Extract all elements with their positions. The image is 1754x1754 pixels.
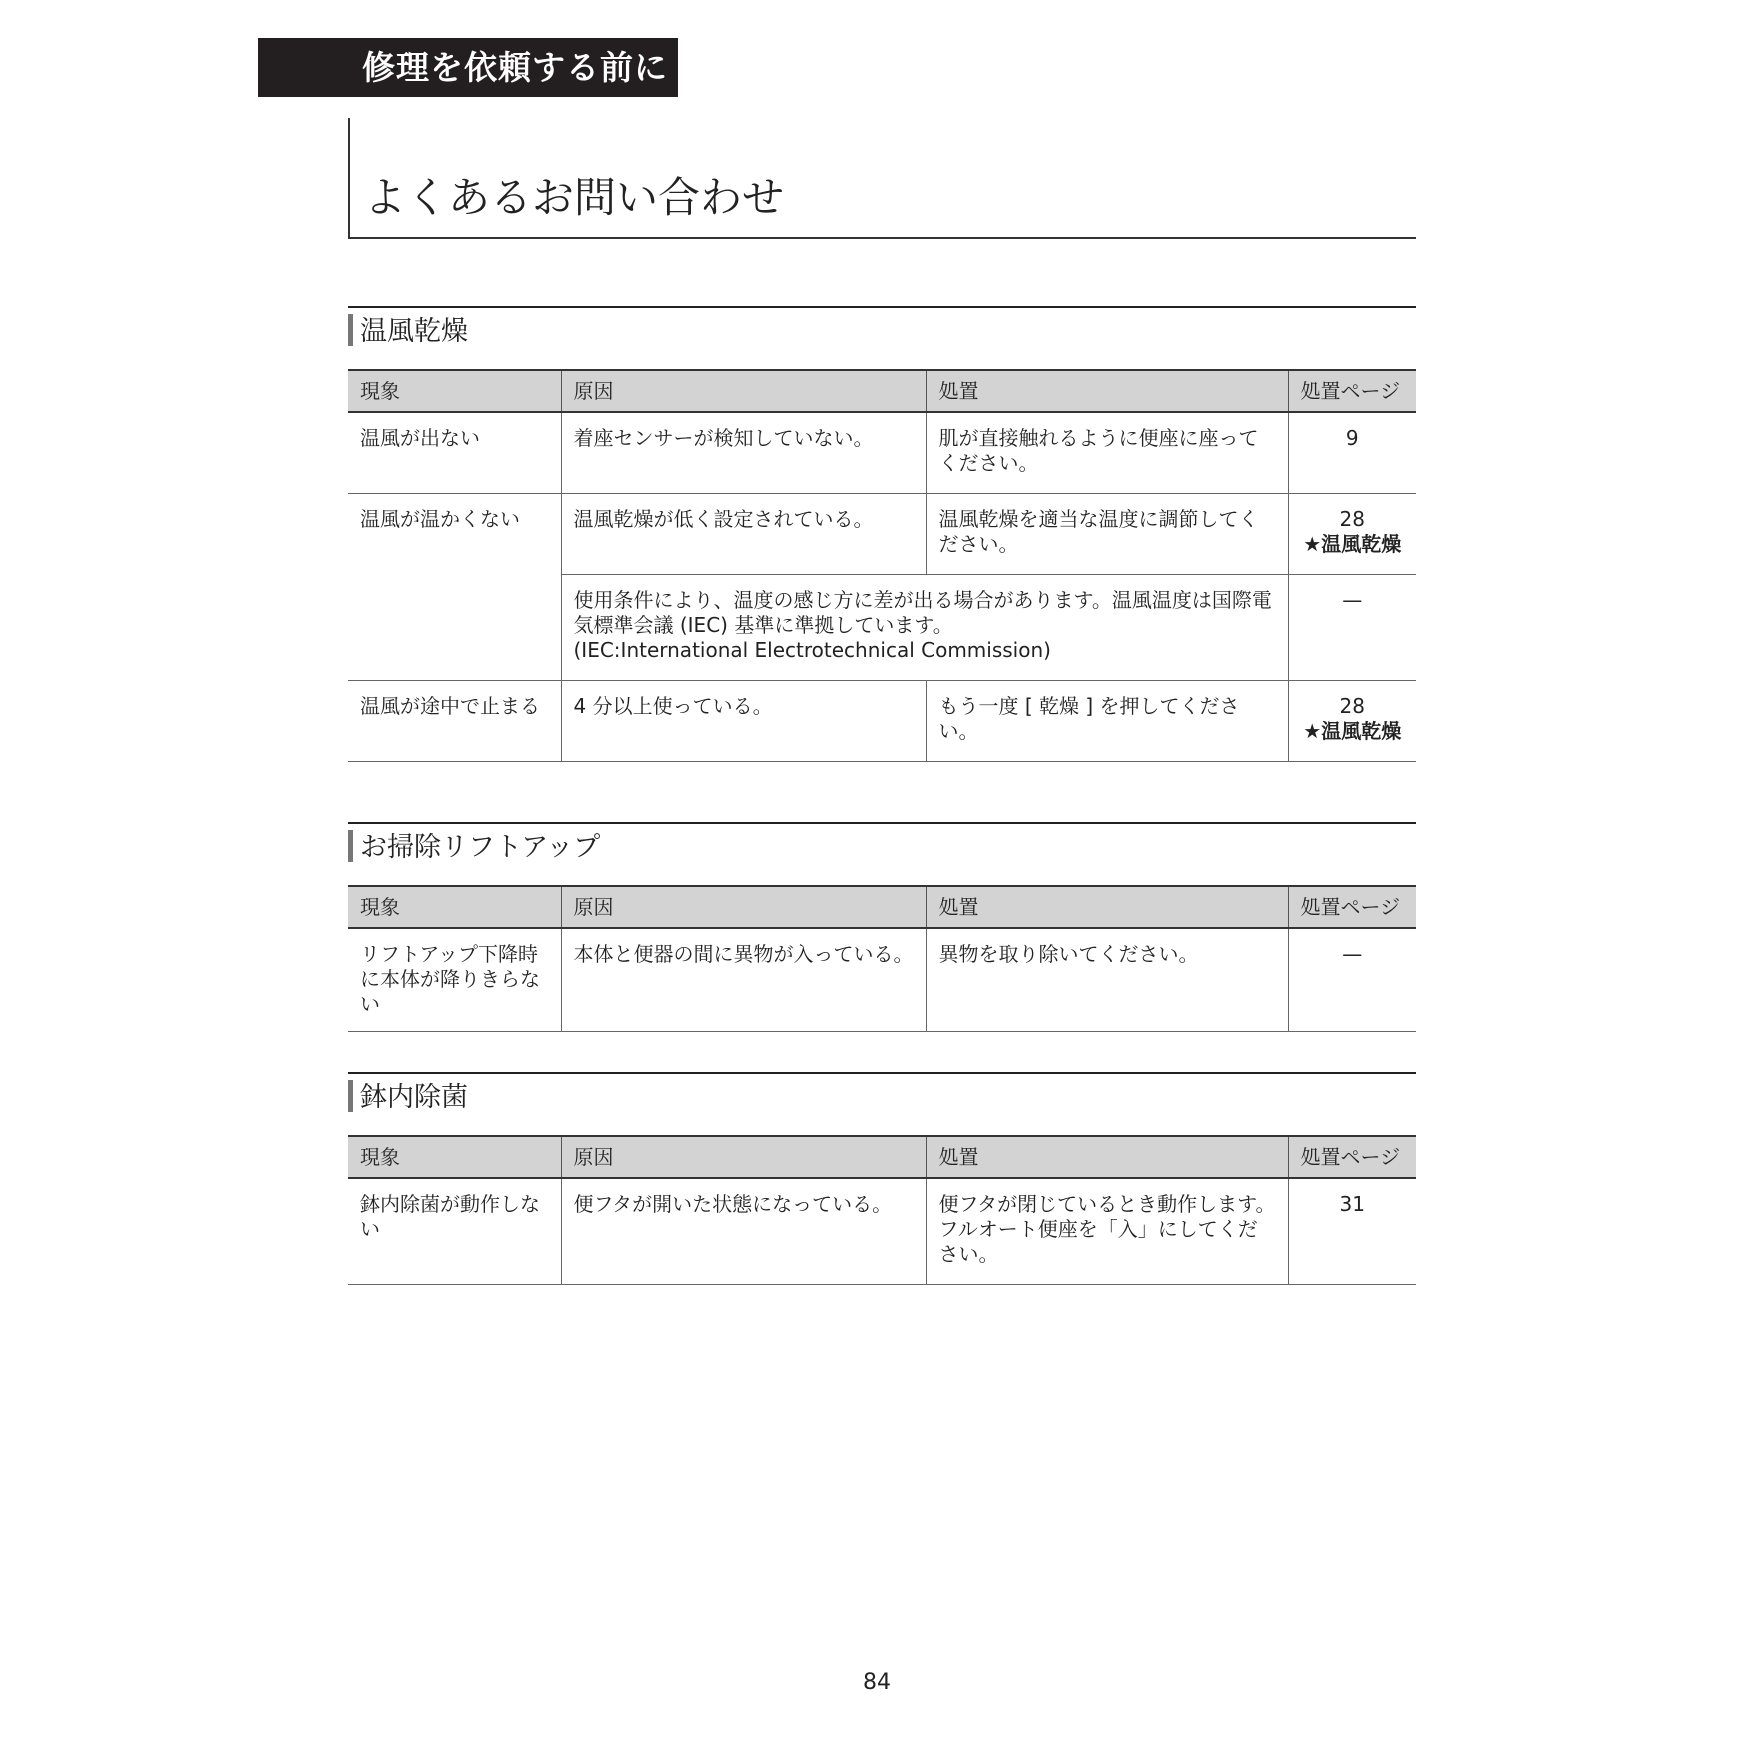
faq-table: [348, 1135, 1416, 1285]
page-ref-cell: [1288, 493, 1416, 574]
table-row: [348, 493, 1416, 574]
section-cleaning-lift-up: [348, 822, 1416, 1032]
section-title-bar: [348, 830, 353, 862]
section-title-bar: [348, 314, 353, 346]
page-ref-cell: [1288, 574, 1416, 680]
header-page: 処置ページ: [1288, 1136, 1416, 1178]
cause-cell: 本体と便器の間に異物が入っている。: [561, 928, 926, 1032]
symptom-cell: 温風が温かくない: [348, 493, 561, 680]
page-ref: 9: [1345, 426, 1359, 450]
table-row: [348, 680, 1416, 761]
section-title-text: お掃除リフトアップ: [360, 832, 601, 863]
page-title: よくあるお問い合わせ: [364, 173, 785, 222]
table-header-row: [348, 370, 1416, 412]
section-warm-air-drying: [348, 306, 1416, 762]
page-ref-cell: [1288, 412, 1416, 493]
header-remedy: 処置: [926, 1136, 1288, 1178]
page-ref: 28: [1339, 506, 1365, 531]
symptom-cell: 鉢内除菌が動作しない: [348, 1178, 561, 1284]
remedy-cell: [926, 1178, 1288, 1284]
table-header-row: [348, 1136, 1416, 1178]
section-bowl-sterilization: [348, 1072, 1416, 1285]
page-ref: 28: [1339, 693, 1365, 718]
cause-cell: 着座センサーが検知していない。: [561, 412, 926, 493]
page-ref-cell: [1288, 928, 1416, 1032]
remedy-text: 便フタが閉じているとき動作します。: [938, 1192, 1276, 1216]
page-ref-cell: [1288, 1178, 1416, 1284]
remedy-cell: 肌が直接触れるように便座に座ってください。: [926, 412, 1288, 493]
chapter-title: 修理を依頼する前に: [362, 48, 668, 87]
header-symptom: 現象: [348, 1136, 561, 1178]
page-ref: —: [1342, 942, 1363, 966]
note-text-iec: (IEC:International Electrotechnical Commission): [573, 637, 1051, 662]
note-text: 使用条件により、温度の感じ方に差が出る場合があります。温風温度は国際電気標準会議 (IEC) 基準に準拠しています。: [573, 587, 1272, 637]
symptom-cell: 温風が出ない: [348, 412, 561, 493]
remedy-cell: 異物を取り除いてください。: [926, 928, 1288, 1032]
faq-table: [348, 369, 1416, 762]
page-number: 84: [863, 1670, 891, 1695]
page-heading: [348, 118, 1416, 239]
page-ref: —: [1342, 587, 1363, 612]
header-symptom: 現象: [348, 370, 561, 412]
cause-cell: 温風乾燥が低く設定されている。: [561, 493, 926, 574]
header-cause: 原因: [561, 1136, 926, 1178]
symptom-cell: 温風が途中で止まる: [348, 680, 561, 761]
table-row: [348, 928, 1416, 1032]
symptom-cell: リフトアップ下降時に本体が降りきらない: [348, 928, 561, 1032]
page-ref-feature: ★温風乾燥: [1303, 531, 1402, 556]
table-header-row: [348, 886, 1416, 928]
section-title-text: 温風乾燥: [360, 316, 468, 347]
page-ref-feature: ★温風乾燥: [1303, 718, 1402, 743]
table-row: [348, 1178, 1416, 1284]
page-ref-cell: [1288, 680, 1416, 761]
header-cause: 原因: [561, 370, 926, 412]
remedy-cell: もう一度 [ 乾燥 ] を押してください。: [926, 680, 1288, 761]
header-remedy: 処置: [926, 370, 1288, 412]
header-cause: 原因: [561, 886, 926, 928]
faq-table: [348, 885, 1416, 1032]
table-row: [348, 412, 1416, 493]
section-title: [348, 822, 1416, 866]
cause-cell: 便フタが開いた状態になっている。: [561, 1178, 926, 1284]
chapter-tab: [258, 38, 678, 97]
header-remedy: 処置: [926, 886, 1288, 928]
header-page: 処置ページ: [1288, 370, 1416, 412]
cause-cell: 4 分以上使っている。: [561, 680, 926, 761]
section-title-text: 鉢内除菌: [360, 1082, 468, 1113]
section-title-bar: [348, 1080, 353, 1112]
page-ref: 31: [1339, 1192, 1365, 1216]
section-title: [348, 306, 1416, 350]
remedy-cell: 温風乾燥を適当な温度に調節してください。: [926, 493, 1288, 574]
header-symptom: 現象: [348, 886, 561, 928]
note-cell: [561, 574, 1288, 680]
remedy-text: フルオート便座を「入」にしてください。: [938, 1217, 1258, 1266]
section-title: [348, 1072, 1416, 1116]
header-page: 処置ページ: [1288, 886, 1416, 928]
